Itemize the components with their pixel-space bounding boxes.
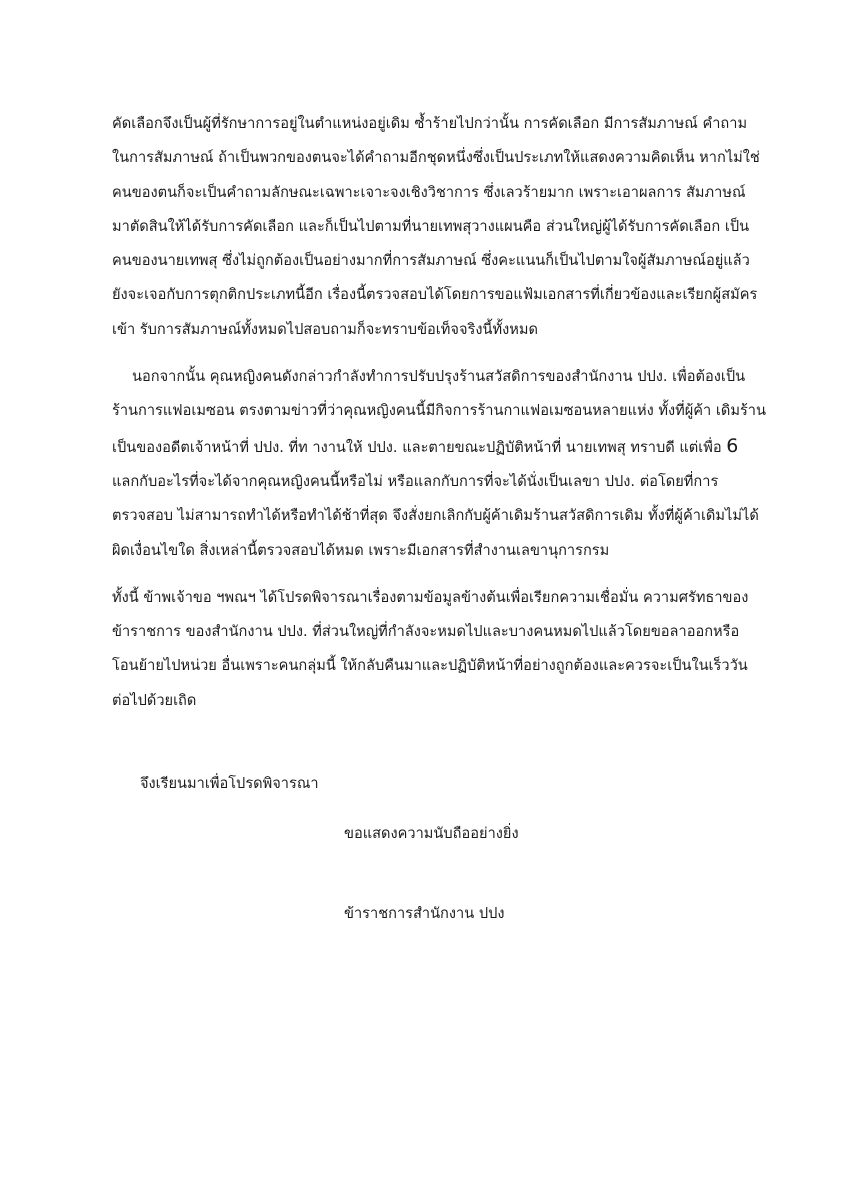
text-line: ทั้งนี้ ข้าพเจ้าขอ ฯพณฯ ได้โปรดพิจารณาเรื่องตามข้อมูลข้างต้นเพื่อเรียกความเชื่อมั่น ความศรัทธาของ (112, 588, 749, 606)
text-segment: เป็นของอดีตเจ้าหน้าที่ ปปง. ที่ท างานให้ ปปง. และตายขณะปฏิบัติหน้าที่ นายเทพสุ ทราบดี แต่เพื่อ (112, 438, 727, 456)
paragraph-request (112, 581, 760, 718)
paragraph-selection-process (112, 107, 760, 347)
text-line: โอนย้ายไปหน่วย อื่นเพราะคนกลุ่มนี้ ให้กลับคืนมาและปฏิบัติหน้าที่อย่างถูกต้องและควรจะเป็นในเร็ววัน (112, 657, 748, 675)
text-line: ผิดเงื่อนไขใด สิ่งเหล่านี้ตรวจสอบได้หมด เพราะมีเอกสารที่สำงานเลขานุการกรม (112, 541, 610, 559)
text-line: ข้าราชการ ของสำนักงาน ปปง. ที่ส่วนใหญ่ที่กำลังจะหมดไปและบางคนหมดไปแล้วโดยขอลาออกหรือ (112, 623, 740, 641)
text-line: ยังจะเจอกับการตุกติกประเภทนี้อีก เรื่องนี้ตรวจสอบได้โดยการขอแฟ้มเอกสารที่เกี่ยวข้องและเรียกผู้สมัคร (112, 286, 758, 304)
letter-body (112, 107, 766, 731)
text-line: ตรวจสอบ ไม่สามารถทำได้หรือทำได้ช้าที่สุด จึงสั่งยกเลิกกับผู้ค้าเดิมร้านสวัสดิการเดิม ทั้งที่ผู้ค้าเดิมไม่ได้ (112, 507, 759, 525)
paragraph-welfare-shop (112, 360, 766, 568)
text-line: ร้านการแฟอเมซอน ตรงตามข่าวที่ว่าคุณหญิงคนนี้มีกิจการร้านกาแฟอเมซอนหลายแห่ง ทั้งที่ผู้ค้า เดิมร้าน (112, 402, 766, 420)
text-line: คนของตนก็จะเป็นคำถามลักษณะเฉพาะเจาะจงเชิงวิชาการ ซึ่งเลวร้ายมาก เพราะเอาผลการ สัมภาษณ์ (112, 183, 746, 201)
page-number-marker: 6 (726, 434, 739, 457)
text-line: นอกจากนั้น คุณหญิงคนดังกล่าวกำลังทำการปรับปรุงร้านสวัสดิการของสำนักงาน ปปง. เพื่อต้องเป็น (132, 368, 746, 386)
text-line: ในการสัมภาษณ์ ถ้าเป็นพวกของตนจะได้คำถามอีกชุดหนึ่งซึ่งเป็นประเภทให้แสดงความคิดเห็น หากไม่ใช่ (112, 149, 760, 167)
text-line: ต่อไปด้วยเถิด (112, 691, 197, 709)
closing-regards: ขอแสดงความนับถืออย่างยิ่ง (344, 825, 519, 842)
text-line: คนของนายเทพสุ ซึ่งไม่ถูกต้องเป็นอย่างมากที่การสัมภาษณ์ ซึ่งคะแนนก็เป็นไปตามใจผู้สัมภาษณ์อยู่แล้ว (112, 252, 750, 270)
text-line: มาตัดสินให้ได้รับการคัดเลือก และก็เป็นไปตามที่นายเทพสุวางแผนคือ ส่วนใหญ่ผู้ได้รับการคัดเลือก เป็น (112, 217, 750, 235)
text-line: แลกกับอะไรที่จะได้จากคุณหญิงคนนี้หรือไม่ หรือแลกกับการที่จะได้นั่งเป็นเลขา ปปง. ต่อโดยที่การ (112, 472, 719, 490)
text-line: เข้า รับการสัมภาษณ์ทั้งหมดไปสอบถามก็จะทราบข้อเท็จจริงนี้ทั้งหมด (112, 320, 538, 338)
closing-request: จึงเรียนมาเพื่อโปรดพิจารณา (140, 775, 319, 792)
text-line (112, 429, 760, 465)
text-line: คัดเลือกจึงเป็นผู้ที่รักษาการอยู่ในตำแหน่งอยู่เดิม ซ้ำร้ายไปกว่านั้น การคัดเลือก มีการสัมภาษณ์ คำถาม (112, 115, 748, 132)
closing-signature: ข้าราชการสำนักงาน ปปง (344, 905, 505, 922)
